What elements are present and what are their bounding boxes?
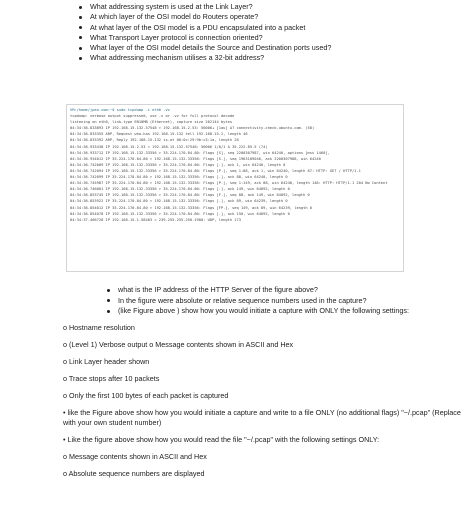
top-question-list <box>78 2 468 64</box>
question-item: What Transport Layer protocol is connection oriented? <box>78 33 468 43</box>
terminal-output-line: 04:34:36.745987 IP 35.224.170.84.80 > 192.168.15.132.33356: Flags [P.], seq 1:149, ack 88, win 64240, length 148: HTTP: HTTP/1.1 204 No Content <box>70 181 388 186</box>
terminal-output-line: 04:34:36.853922 IP 35.224.170.84.80 > 192.168.15.132.33356: Flags [.], ack 89, win 64239, length 0 <box>70 199 288 204</box>
terminal-output-line: tcpdump: verbose output suppressed, use -v or -vv for full protocol decode <box>70 114 235 119</box>
terminal-output-line: 04:34:37.466728 IP 192.168.15.1.58463 > 239.255.255.250.1900: UDP, length 173 <box>70 217 241 222</box>
terminal-output-line: 04:34:36.833893 IP 192.168.15.132.57548 > 192.168.15.2.53: 56006+ [1au] A? connectivity-check.ubuntu.com. (58) <box>70 126 315 131</box>
question-item: At what layer of the OSI model is a PDU encapsulated into a packet <box>78 23 468 33</box>
terminal-output-line: 04:34:36.854078 IP 192.168.15.132.33356 > 35.224.170.84.80: Flags [.], ack 150, win 64092, length 0 <box>70 211 290 216</box>
terminal-output-line: 04:34:36.853745 IP 192.168.15.132.33356 > 35.224.170.84.80: Flags [F.], seq 88, ack 149, win 64092, length 0 <box>70 193 310 198</box>
terminal-command-line: VM:/home/jpeo.com:~$ sudo tcpdump -i eth0 -vv <box>70 108 170 112</box>
settings-item: o Hostname resolution <box>63 323 135 332</box>
terminal-screenshot <box>66 104 404 272</box>
settings-item: o (Level 1) Verbose output o Message contents shown in ASCII and Hex <box>63 340 294 349</box>
terminal-output-line: 04:34:36.854012 IP 35.224.170.84.80 > 192.168.15.132.33356: Flags [FP.], seq 149, ack 89, win 64239, length 0 <box>70 205 312 210</box>
terminal-output-line: 04:34:36.934012 IP 35.224.170.84.80 > 192.168.15.132.33356: Flags [S.], seq 1963109046, ack 2200307988, win 64240 <box>70 156 321 161</box>
terminal-output-line: listening on eth0, link-type EN10MB (Ethernet), capture size 262144 bytes <box>70 120 233 125</box>
terminal-output-line: 04:34:36.742009 IP 192.168.15.132.33356 > 35.224.170.84.80: Flags [.], ack 1, win 64240, length 0 <box>70 162 286 167</box>
settings-item: o Trace stops after 10 packets <box>63 374 160 383</box>
settings-item: o Absolute sequence numbers are displayed <box>63 469 205 478</box>
question-item: What addressing system is used at the Link Layer? <box>78 2 468 12</box>
settings-list <box>63 323 468 479</box>
terminal-output-line: 04:34:36.833355 ARP, Request who-has 192.168.15.132 tell 192.168.15.2, length 46 <box>70 132 248 137</box>
middle-question-list <box>106 285 466 317</box>
terminal-output-line: 04:34:36.833392 ARP, Reply 192.168.15.132 is-at 00:0c:29:9b:c3:1a, length 28 <box>70 138 239 143</box>
terminal-output-line: 04:34:36.742094 IP 192.168.15.132.33356 > 35.224.170.84.80: Flags [P.], seq 1:88, ack 1, win 64240, length 87: HTTP: GET / HTTP/1.1 <box>70 168 361 173</box>
question-item: What addressing mechanism utilises a 32-bit address? <box>78 53 468 63</box>
terminal-output-line: 04:34:36.742099 IP 35.224.170.84.80 > 192.168.15.132.33356: Flags [.], ack 88, win 64240, length 0 <box>70 175 288 180</box>
question-item: (like Figure above ) show how you would initiate a capture with ONLY the following settings: <box>106 306 466 317</box>
settings-item: o Only the first 100 bytes of each packet is captured <box>63 391 229 400</box>
terminal-output-line: 04:34:36.933438 IP 192.168.15.2.53 > 192.168.15.132.57548: 56006 1/0/1 A 35.222.85.5 (74) <box>70 144 268 149</box>
settings-item: o Message contents shown in ASCII and Hex <box>63 452 207 461</box>
settings-item: • like the Figure above show how you would initiate a capture and write to a file ONLY (no additional flags) "~/.pcap" (Replace with your own student number) <box>63 408 461 427</box>
terminal-output-line: 04:34:36.933712 IP 192.168.15.132.33356 > 35.224.170.84.80: Flags [S], seq 2200307987, win 64240, options [mss 1460], <box>70 150 330 155</box>
question-item: At which layer of the OSI model do Routers operate? <box>78 12 468 22</box>
settings-item: • Like the figure above show how you would read the file "~/.pcap" with the following settings ONLY: <box>63 435 380 444</box>
question-item: what is the IP address of the HTTP Server of the figure above? <box>106 285 466 296</box>
question-item: In the figure were absolute or relative sequence numbers used in the capture? <box>106 296 466 307</box>
settings-item: o Link Layer header shown <box>63 357 150 366</box>
question-item: What layer of the OSI model details the Source and Destination ports used? <box>78 43 468 53</box>
terminal-output-line: 04:34:36.746001 IP 192.168.15.132.33356 > 35.224.170.84.80: Flags [.], ack 149, win 64092, length 0 <box>70 187 290 192</box>
